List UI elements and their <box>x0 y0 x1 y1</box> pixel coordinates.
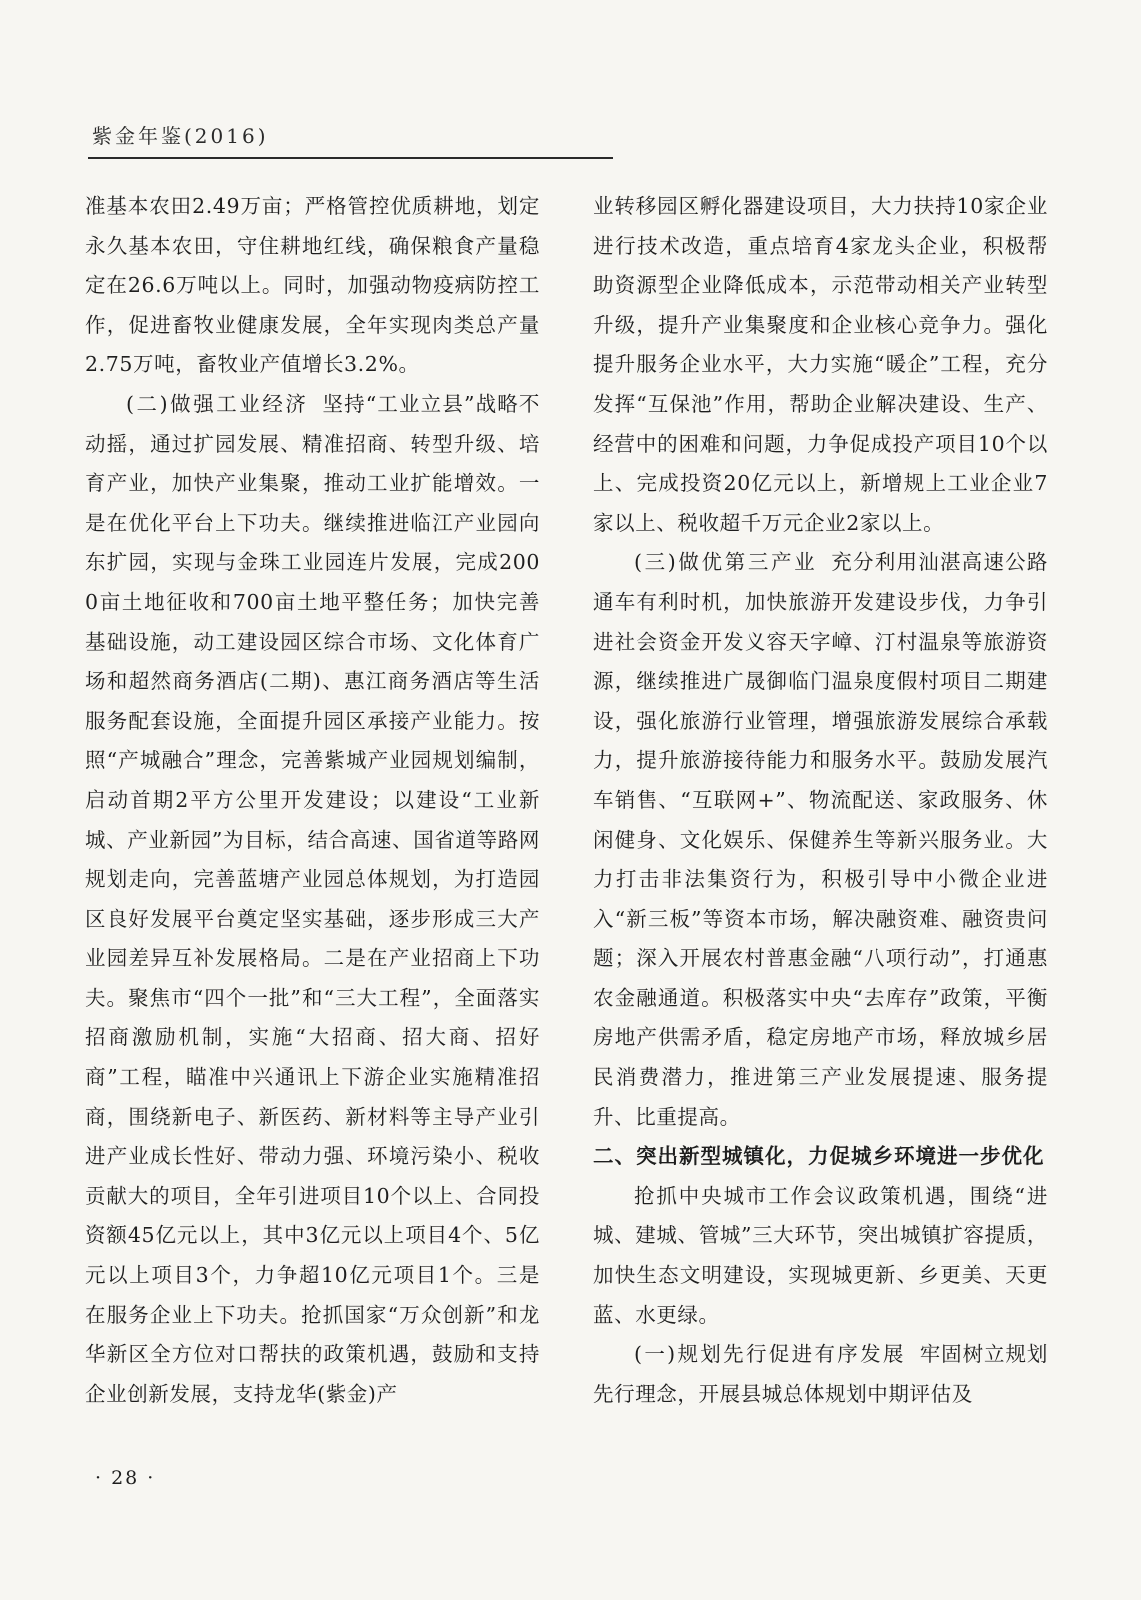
paragraph-body: 坚持“工业立县”战略不动摇，通过扩园发展、精准招商、转型升级、培育产业，加快产业集聚，推动工业扩能增效。一是在优化平台上下功夫。继续推进临江产业园向东扩园，实现与金珠工业园连片发展，完成2000亩土地征收和700亩土地平整任务；加快完善基础设施，动工建设园区综合市场、文化体育广场和超然商务酒店(二期)、惠江商务酒店等生活服务配套设施，全面提升园区承接产业能力。按照“产城融合”理念，完善紫城产业园规划编制，启动首期2平方公里开发建设；以建设“工业新城、产业新园”为目标，结合高速、国省道等路网规划走向，完善蓝塘产业园总体规划，为打造园区良好发展平台奠定坚实基础，逐步形成三大产业园差异互补发展格局。二是在产业招商上下功夫。聚焦市“四个一批”和“三大工程”，全面落实招商激励机制，实施“大招商、招大商、招好商”工程，瞄准中兴通讯上下游企业实施精准招商，围绕新电子、新医药、新材料等主导产业引进产业成长性好、带动力强、环境污染小、税收贡献大的项目，全年引进项目10个以上、合同投资额45亿元以上，其中3亿元以上项目4个、5亿元以上项目3个，力争超10亿元项目1个。三是在服务企业上下功夫。抢抓国家“万众创新”和龙华新区全方位对口帮扶的政策机遇，鼓励和支持企业创新发展，支持龙华(紫金)产 <box>85 391 541 1406</box>
paragraph <box>593 1335 1048 1414</box>
header-rule <box>88 157 613 159</box>
running-head: 紫金年鉴(2016) <box>92 124 269 148</box>
paragraph: 准基本农田2.49万亩；严格管控优质耕地，划定永久基本农田，守住耕地红线，确保粮食产量稳定在26.6万吨以上。同时，加强动物疫病防控工作，促进畜牧业健康发展，全年实现肉类总产量2.75万吨，畜牧业产值增长3.2%。 <box>85 194 540 377</box>
page-number: · 28 · <box>95 1467 156 1489</box>
paragraph <box>85 385 540 1414</box>
paragraph: 业转移园区孵化器建设项目，大力扶持10家企业进行技术改造，重点培育4家龙头企业，积极帮助资源型企业降低成本，示范带动相关产业转型升级，提升产业集聚度和企业核心竞争力。强化提升服务企业水平，大力实施“暖企”工程，充分发挥“互保池”作用，帮助企业解决建设、生产、经营中的困难和问题，力争促成投产项目10个以上、完成投资20亿元以上，新增规上工业企业7家以上、税收超千万元企业2家以上。 <box>593 194 1048 535</box>
paragraph-body: 充分利用汕湛高速公路通车有利时机，加快旅游开发建设步伐，力争引进社会资金开发义容天字嶂、汀村温泉等旅游资源，继续推进广晟御临门温泉度假村项目二期建设，强化旅游行业管理，增强旅游发展综合承载力，提升旅游接待能力和服务水平。鼓励发展汽车销售、“互联网+”、物流配送、家政服务、休闲健身、文化娱乐、保健养生等新兴服务业。大力打击非法集资行为，积极引导中小微企业进入“新三板”等资本市场，解决融资难、融资贵问题；深入开展农村普惠金融“八项行动”，打通惠农金融通道。积极落实中央“去库存”政策，平衡房地产供需矛盾，稳定房地产市场，释放城乡居民消费潜力，推进第三产业发展提速、服务提升、比重提高。 <box>593 550 1048 1129</box>
section-heading: 二、突出新型城镇化，力促城乡环境进一步优化 <box>593 1144 1045 1169</box>
section-lead: (三)做优第三产业 <box>634 550 818 575</box>
paragraph <box>593 543 1048 1137</box>
section-lead: (二)做强工业经济 <box>126 391 309 416</box>
right-column <box>593 187 1048 1414</box>
section-lead: (一)规划先行促进有序发展 <box>634 1342 906 1367</box>
left-column <box>85 187 540 1414</box>
paragraph: 抢抓中央城市工作会议政策机遇，围绕“进城、建城、管城”三大环节，突出城镇扩容提质，加快生态文明建设，实现城更新、乡更美、天更蓝、水更绿。 <box>593 1183 1048 1327</box>
paragraph-body: 牢固树立规划先行理念，开展县城总体规划中期评估及 <box>593 1342 1048 1406</box>
